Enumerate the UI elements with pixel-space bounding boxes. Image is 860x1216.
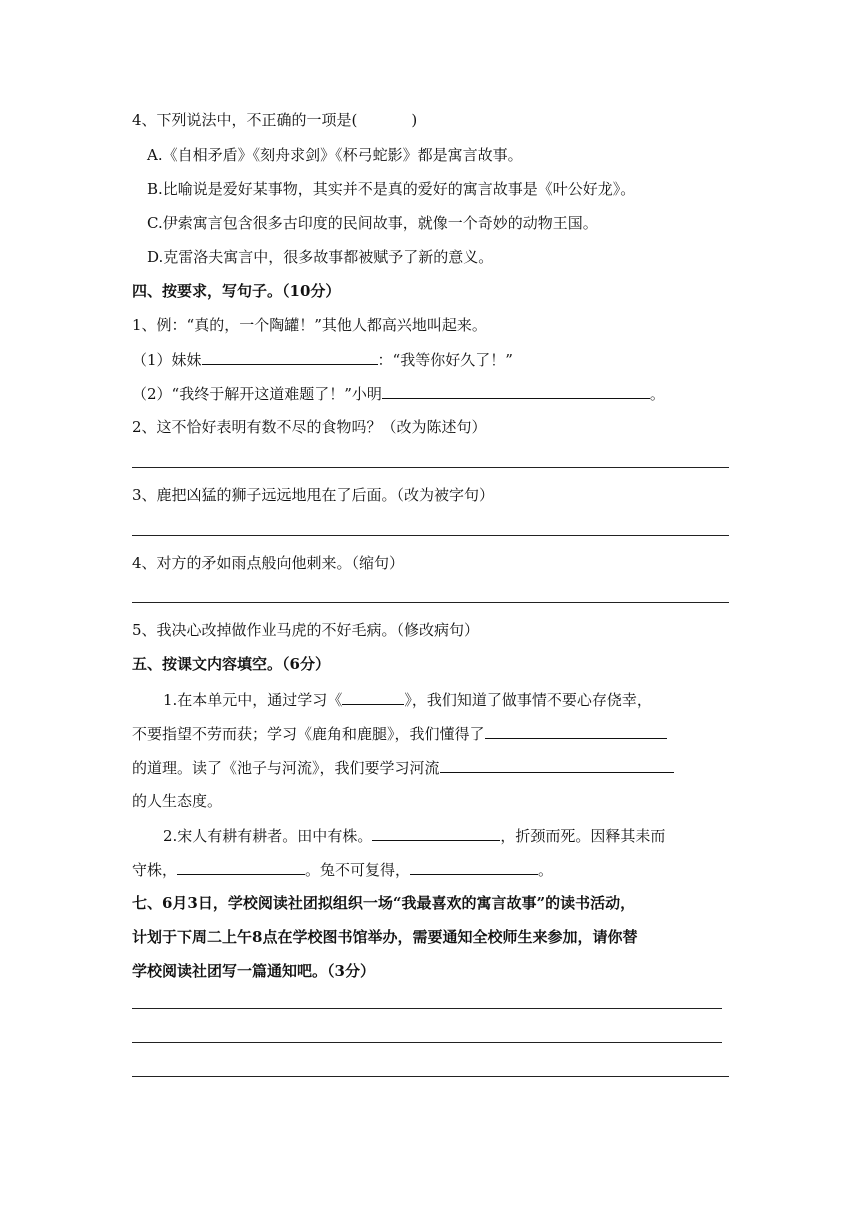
s7-answer-line-3[interactable]	[132, 1076, 729, 1077]
s5-p1-line1	[163, 688, 652, 711]
s4-q1-s1-blank[interactable]	[202, 348, 378, 365]
s5-p1-l2-text: 不要指望不劳而获；学习《鹿角和鹿腿》，我们懂得了	[132, 725, 485, 743]
s5-p2-l1-a: 2.宋人有耕有耕者。田中有株。	[163, 827, 373, 845]
s5-p1-blank3[interactable]	[440, 756, 674, 773]
s5-p2-line1	[163, 824, 665, 847]
s4-q1-s1-post: ：“我等你好久了！”	[377, 351, 513, 369]
s5-p2-l2-c: 。	[538, 861, 554, 879]
s5-p1-line4: 的人生态度。	[132, 792, 223, 810]
s5-p1-line3	[132, 756, 674, 779]
s4-q5: 5、我决心改掉做作业马虎的不好毛病。（修改病句）	[132, 621, 480, 639]
q4-option-a: A.《自相矛盾》《刻舟求剑》《杯弓蛇影》都是寓言故事。	[147, 146, 523, 164]
s5-p1-l1-b: 》，我们知道了做事情不要心存侥幸，	[404, 691, 652, 709]
q4-option-b: B.比喻说是爱好某事物，其实并不是真的爱好的寓言故事是《叶公好龙》。	[147, 180, 636, 198]
section7-line2: 计划于下周二上午8点在学校图书馆举办，需要通知全校师生来参加，请你替	[132, 928, 638, 946]
s5-p2-blank3[interactable]	[410, 858, 538, 875]
q4-stem-text: 4、下列说法中，不正确的一项是(	[132, 111, 358, 129]
s5-p2-l2-b: 。兔不可复得，	[305, 861, 411, 879]
s5-p1-l3-text: 的道理。读了《池子与河流》，我们要学习河流	[132, 759, 440, 777]
s5-p2-blank1[interactable]	[372, 824, 500, 841]
section5-title: 五、按课文内容填空。（6分）	[132, 655, 330, 673]
s5-p1-blank1[interactable]	[342, 688, 404, 705]
s4-q2: 2、这不恰好表明有数不尽的食物吗？（改为陈述句）	[132, 418, 487, 436]
s5-p2-l2-a: 守株，	[132, 861, 178, 879]
s7-answer-line-2[interactable]	[132, 1042, 722, 1043]
s5-p1-l1-a: 1.在本单元中，通过学习《	[163, 691, 343, 709]
s5-p2-line2	[132, 858, 553, 881]
s4-q1-s1-pre: （1）妹妹	[132, 351, 202, 369]
q4-stem	[132, 109, 417, 131]
s4-q2-answer-line[interactable]	[132, 467, 729, 468]
s5-p2-blank2[interactable]	[177, 858, 305, 875]
s4-q1-sentence1	[132, 348, 513, 371]
s4-q4: 4、对方的矛如雨点般向他刺来。（缩句）	[132, 554, 405, 572]
s4-q1-s2-blank[interactable]	[382, 382, 650, 399]
s4-q1-s2-pre: （2）“我终于解开这道难题了！”小明	[132, 385, 382, 403]
s4-q4-answer-line[interactable]	[132, 602, 729, 603]
s5-p2-l1-b: ，折颈而死。因释其耒而	[500, 827, 666, 845]
q4-close-paren: )	[411, 111, 418, 129]
s7-answer-line-1[interactable]	[132, 1008, 722, 1009]
section7-line3: 学校阅读社团写一篇通知吧。（3分）	[132, 962, 375, 980]
section4-title: 四、按要求，写句子。（10分）	[132, 282, 341, 300]
s4-q3: 3、鹿把凶猛的狮子远远地甩在了后面。（改为被字句）	[132, 486, 495, 504]
s5-p1-blank2[interactable]	[485, 722, 667, 739]
s4-q1-s2-post: 。	[649, 385, 665, 403]
s4-q1-example: 1、例：“真的，一个陶罐！”其他人都高兴地叫起来。	[132, 316, 487, 334]
q4-option-d: D.克雷洛夫寓言中，很多故事都被赋予了新的意义。	[147, 248, 494, 266]
section7-line1: 七、6月3日，学校阅读社团拟组织一场“我最喜欢的寓言故事”的读书活动，	[132, 894, 636, 912]
q4-option-c: C.伊索寓言包含很多古印度的民间故事，就像一个奇妙的动物王国。	[147, 214, 598, 232]
s5-p1-line2	[132, 722, 667, 745]
s4-q3-answer-line[interactable]	[132, 535, 729, 536]
s4-q1-sentence2	[132, 382, 665, 405]
